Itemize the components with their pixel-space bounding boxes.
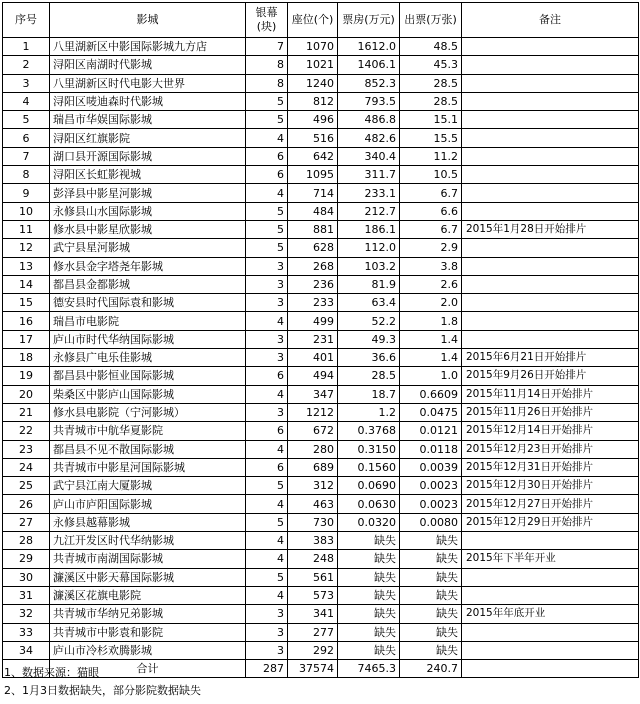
- cell-seats: 341: [288, 605, 338, 623]
- cell-no: 24: [3, 458, 50, 476]
- cell-no: 6: [3, 129, 50, 147]
- cell-seats: 672: [288, 422, 338, 440]
- cell-box-office: 缺失: [338, 586, 400, 604]
- cell-tickets: 10.5: [400, 166, 462, 184]
- table-row: [3, 294, 639, 312]
- cell-name: 瑞昌市华娱国际影城: [50, 111, 246, 129]
- cell-no: 2: [3, 56, 50, 74]
- cell-name: 永修县广电乐佳影城: [50, 349, 246, 367]
- cell-screens: 4: [246, 440, 288, 458]
- cell-no: 17: [3, 330, 50, 348]
- cell-screens: 7: [246, 38, 288, 56]
- cell-no: 22: [3, 422, 50, 440]
- cell-seats: 383: [288, 532, 338, 550]
- table-row: [3, 367, 639, 385]
- cell-screens: 5: [246, 202, 288, 220]
- cell-tickets: 0.0121: [400, 422, 462, 440]
- cell-note: [462, 92, 639, 110]
- cell-screens: 3: [246, 605, 288, 623]
- cell-box-office: 28.5: [338, 367, 400, 385]
- cell-screens: 5: [246, 220, 288, 238]
- cell-note: 2015年下半年开业: [462, 550, 639, 568]
- table-row: [3, 458, 639, 476]
- cell-seats: 268: [288, 257, 338, 275]
- cell-screens: 3: [246, 294, 288, 312]
- cell-seats: 573: [288, 586, 338, 604]
- cell-box-office: 缺失: [338, 623, 400, 641]
- footnote: 2、1月3日数据缺失，部分影院数据缺失: [4, 684, 201, 697]
- cell-note: [462, 147, 639, 165]
- cell-name: 德安县时代国际袁和影城: [50, 294, 246, 312]
- cell-note: [462, 623, 639, 641]
- cell-screens: 4: [246, 312, 288, 330]
- cell-seats: 233: [288, 294, 338, 312]
- cell-name: 浔阳区南湖时代影城: [50, 56, 246, 74]
- cell-screens: 5: [246, 568, 288, 586]
- cell-seats: 812: [288, 92, 338, 110]
- cell-tickets: 0.0039: [400, 458, 462, 476]
- cell-box-office: 0.0320: [338, 513, 400, 531]
- cell-screens: 3: [246, 403, 288, 421]
- cell-note: [462, 166, 639, 184]
- cell-tickets: 15.1: [400, 111, 462, 129]
- cell-seats: 881: [288, 220, 338, 238]
- table-row: [3, 495, 639, 513]
- cell-box-office: 112.0: [338, 239, 400, 257]
- cell-no: 26: [3, 495, 50, 513]
- cell-name: 庐山市冷杉欢腾影城: [50, 641, 246, 659]
- cell-tickets: 15.5: [400, 129, 462, 147]
- cell-box-office: 0.3150: [338, 440, 400, 458]
- cell-seats: 496: [288, 111, 338, 129]
- cell-box-office: 1406.1: [338, 56, 400, 74]
- cell-name: 修水县金字塔尧年影城: [50, 257, 246, 275]
- header-no: 序号: [3, 3, 50, 38]
- table-body: [3, 38, 639, 678]
- table-row: [3, 275, 639, 293]
- cell-no: 15: [3, 294, 50, 312]
- table-row: [3, 403, 639, 421]
- cell-screens: 4: [246, 586, 288, 604]
- cell-screens: 5: [246, 477, 288, 495]
- cell-tickets: 2.0: [400, 294, 462, 312]
- cell-name: 庐山市时代华纳国际影城: [50, 330, 246, 348]
- cell-box-office: 18.7: [338, 385, 400, 403]
- cell-note: [462, 312, 639, 330]
- cell-tickets: 48.5: [400, 38, 462, 56]
- cell-no: 8: [3, 166, 50, 184]
- cell-tickets: 缺失: [400, 532, 462, 550]
- cell-tickets: 0.6609: [400, 385, 462, 403]
- cell-no: 20: [3, 385, 50, 403]
- table-row: [3, 92, 639, 110]
- cell-note: [462, 56, 639, 74]
- cell-tickets: 缺失: [400, 568, 462, 586]
- cell-box-office: 缺失: [338, 641, 400, 659]
- cell-tickets: 0.0118: [400, 440, 462, 458]
- cell-box-office: 36.6: [338, 349, 400, 367]
- cell-tickets: 缺失: [400, 641, 462, 659]
- cell-seats: 714: [288, 184, 338, 202]
- cell-note: 2015年12月30日开始排片: [462, 477, 639, 495]
- table-row: [3, 147, 639, 165]
- cell-tickets: 2.9: [400, 239, 462, 257]
- cell-seats: 37574: [288, 660, 338, 678]
- table-row: [3, 513, 639, 531]
- cell-name: 合计: [50, 660, 246, 678]
- cell-box-office: 0.0690: [338, 477, 400, 495]
- cell-tickets: 缺失: [400, 586, 462, 604]
- cell-screens: 3: [246, 641, 288, 659]
- cell-note: [462, 660, 639, 678]
- cell-no: 19: [3, 367, 50, 385]
- cell-tickets: 缺失: [400, 605, 462, 623]
- cell-screens: 5: [246, 111, 288, 129]
- cell-no: 25: [3, 477, 50, 495]
- cell-box-office: 缺失: [338, 605, 400, 623]
- header-note: 备注: [462, 3, 639, 38]
- cell-tickets: 6.7: [400, 220, 462, 238]
- cell-tickets: 1.8: [400, 312, 462, 330]
- table-row: [3, 257, 639, 275]
- table-row: [3, 586, 639, 604]
- cell-no: 13: [3, 257, 50, 275]
- cell-no: 3: [3, 74, 50, 92]
- cell-seats: 1240: [288, 74, 338, 92]
- cell-tickets: 0.0475: [400, 403, 462, 421]
- cell-note: 2015年年底开业: [462, 605, 639, 623]
- table-row: [3, 623, 639, 641]
- cell-note: [462, 641, 639, 659]
- cell-seats: 347: [288, 385, 338, 403]
- cell-seats: 484: [288, 202, 338, 220]
- cell-screens: 6: [246, 166, 288, 184]
- cell-tickets: 28.5: [400, 92, 462, 110]
- table-row: [3, 550, 639, 568]
- cell-screens: 4: [246, 495, 288, 513]
- cell-name: 共青城市中影袁和影院: [50, 623, 246, 641]
- table-row: [3, 38, 639, 56]
- cell-name: 都昌县不见不散国际影城: [50, 440, 246, 458]
- table-row: [3, 568, 639, 586]
- cell-name: 湖口县开源国际影城: [50, 147, 246, 165]
- cell-note: 2015年11月14日开始排片: [462, 385, 639, 403]
- cell-seats: 401: [288, 349, 338, 367]
- cell-seats: 312: [288, 477, 338, 495]
- table-row: [3, 532, 639, 550]
- cell-note: [462, 184, 639, 202]
- cell-note: [462, 129, 639, 147]
- cell-no: 4: [3, 92, 50, 110]
- cell-name: 九江开发区时代华纳影城: [50, 532, 246, 550]
- cell-box-office: 103.2: [338, 257, 400, 275]
- cell-no: 14: [3, 275, 50, 293]
- table-row: [3, 56, 639, 74]
- cell-note: [462, 532, 639, 550]
- cell-seats: 730: [288, 513, 338, 531]
- cell-name: 都昌县中影恒业国际影城: [50, 367, 246, 385]
- cell-name: 共青城市华纳兄弟影城: [50, 605, 246, 623]
- header-tickets: 出票(万张): [400, 3, 462, 38]
- cell-no: 23: [3, 440, 50, 458]
- header-row: [3, 3, 639, 38]
- cell-no: 9: [3, 184, 50, 202]
- cell-name: 彭泽县中影星河影城: [50, 184, 246, 202]
- cell-box-office: 缺失: [338, 550, 400, 568]
- cell-tickets: 3.8: [400, 257, 462, 275]
- cell-note: [462, 202, 639, 220]
- table-row: [3, 74, 639, 92]
- cell-note: [462, 111, 639, 129]
- cell-screens: 6: [246, 458, 288, 476]
- cell-no: 34: [3, 641, 50, 659]
- cell-name: 八里湖新区时代电影大世界: [50, 74, 246, 92]
- cell-screens: 4: [246, 184, 288, 202]
- cell-screens: 4: [246, 129, 288, 147]
- cell-note: [462, 294, 639, 312]
- cell-screens: 5: [246, 92, 288, 110]
- cell-tickets: 240.7: [400, 660, 462, 678]
- cell-screens: 5: [246, 513, 288, 531]
- cell-name: 柴桑区中影庐山国际影城: [50, 385, 246, 403]
- table-row: [3, 385, 639, 403]
- cell-box-office: 49.3: [338, 330, 400, 348]
- cell-no: 11: [3, 220, 50, 238]
- cell-tickets: 1.0: [400, 367, 462, 385]
- cell-name: 修水县电影院（宁河影城）: [50, 403, 246, 421]
- cell-note: 2015年1月28日开始排片: [462, 220, 639, 238]
- cell-no: 28: [3, 532, 50, 550]
- cell-tickets: 45.3: [400, 56, 462, 74]
- cell-box-office: 52.2: [338, 312, 400, 330]
- cell-tickets: 28.5: [400, 74, 462, 92]
- cell-screens: 3: [246, 349, 288, 367]
- cell-screens: 3: [246, 623, 288, 641]
- cell-note: 2015年12月27日开始排片: [462, 495, 639, 513]
- cell-box-office: 63.4: [338, 294, 400, 312]
- cell-note: [462, 74, 639, 92]
- cell-no: 31: [3, 586, 50, 604]
- table-row: [3, 202, 639, 220]
- cell-screens: 3: [246, 257, 288, 275]
- cell-box-office: 81.9: [338, 275, 400, 293]
- cell-no: 30: [3, 568, 50, 586]
- cell-name: 瑞昌市电影院: [50, 312, 246, 330]
- cell-name: 永修县山水国际影城: [50, 202, 246, 220]
- table-row: [3, 349, 639, 367]
- cell-no: 33: [3, 623, 50, 641]
- cell-box-office: 233.1: [338, 184, 400, 202]
- cell-name: 都昌县金都影城: [50, 275, 246, 293]
- cell-screens: 4: [246, 385, 288, 403]
- cell-note: 2015年9月26日开始排片: [462, 367, 639, 385]
- cell-box-office: 212.7: [338, 202, 400, 220]
- cell-screens: 8: [246, 74, 288, 92]
- cell-note: [462, 257, 639, 275]
- cell-tickets: 2.6: [400, 275, 462, 293]
- cell-tickets: 6.7: [400, 184, 462, 202]
- cell-tickets: 0.0023: [400, 495, 462, 513]
- table-row: [3, 184, 639, 202]
- cell-screens: 3: [246, 330, 288, 348]
- cell-name: 濂溪区中影天幕国际影城: [50, 568, 246, 586]
- cell-screens: 4: [246, 532, 288, 550]
- cell-name: 庐山市庐阳国际影城: [50, 495, 246, 513]
- cell-box-office: 793.5: [338, 92, 400, 110]
- cell-no: 32: [3, 605, 50, 623]
- cell-tickets: 缺失: [400, 623, 462, 641]
- cell-note: 2015年11月26日开始排片: [462, 403, 639, 421]
- cell-note: 2015年12月29日开始排片: [462, 513, 639, 531]
- cell-box-office: 311.7: [338, 166, 400, 184]
- cell-seats: 292: [288, 641, 338, 659]
- cell-box-office: 186.1: [338, 220, 400, 238]
- cell-screens: 8: [246, 56, 288, 74]
- table-row: [3, 312, 639, 330]
- cell-seats: 280: [288, 440, 338, 458]
- cell-box-office: 486.8: [338, 111, 400, 129]
- cell-name: 濂溪区花旗电影院: [50, 586, 246, 604]
- cell-tickets: 缺失: [400, 550, 462, 568]
- cell-box-office: 1612.0: [338, 38, 400, 56]
- cell-note: 2015年6月21日开始排片: [462, 349, 639, 367]
- cell-no: 1: [3, 38, 50, 56]
- cell-name: 八里湖新区中影国际影城九方店: [50, 38, 246, 56]
- cell-name: 浔阳区红旗影院: [50, 129, 246, 147]
- cell-no: 16: [3, 312, 50, 330]
- table-row: [3, 605, 639, 623]
- cell-seats: 1070: [288, 38, 338, 56]
- cell-seats: 628: [288, 239, 338, 257]
- cell-name: 浔阳区唛迪森时代影城: [50, 92, 246, 110]
- cell-tickets: 0.0023: [400, 477, 462, 495]
- cell-note: [462, 239, 639, 257]
- cell-box-office: 缺失: [338, 568, 400, 586]
- cell-seats: 494: [288, 367, 338, 385]
- cell-seats: 516: [288, 129, 338, 147]
- table-row: [3, 477, 639, 495]
- cell-tickets: 1.4: [400, 330, 462, 348]
- footnotes: [4, 664, 201, 700]
- cell-seats: 642: [288, 147, 338, 165]
- table-row: [3, 129, 639, 147]
- cell-note: [462, 568, 639, 586]
- table-row: [3, 239, 639, 257]
- cell-tickets: 6.6: [400, 202, 462, 220]
- cell-screens: 4: [246, 550, 288, 568]
- cell-note: [462, 330, 639, 348]
- cell-no: 29: [3, 550, 50, 568]
- cell-seats: 236: [288, 275, 338, 293]
- cell-note: [462, 38, 639, 56]
- cell-name: 永修县越幕影城: [50, 513, 246, 531]
- cell-name: 武宁县江南大厦影城: [50, 477, 246, 495]
- cell-name: 共青城市中航华夏影院: [50, 422, 246, 440]
- cell-box-office: 7465.3: [338, 660, 400, 678]
- cell-no: 10: [3, 202, 50, 220]
- cell-seats: 499: [288, 312, 338, 330]
- cell-seats: 1212: [288, 403, 338, 421]
- table-row: [3, 440, 639, 458]
- cell-box-office: 0.0630: [338, 495, 400, 513]
- table-row: [3, 220, 639, 238]
- cell-screens: 5: [246, 239, 288, 257]
- box-office-table: [2, 2, 639, 678]
- table-row: [3, 111, 639, 129]
- cell-seats: 248: [288, 550, 338, 568]
- cell-no: 7: [3, 147, 50, 165]
- cell-no: 18: [3, 349, 50, 367]
- cell-tickets: 11.2: [400, 147, 462, 165]
- cell-note: 2015年12月14日开始排片: [462, 422, 639, 440]
- cell-box-office: 0.1560: [338, 458, 400, 476]
- table-row: [3, 641, 639, 659]
- table-row: [3, 422, 639, 440]
- cell-box-office: 0.3768: [338, 422, 400, 440]
- cell-name: 共青城市南湖国际影城: [50, 550, 246, 568]
- cell-seats: 561: [288, 568, 338, 586]
- cell-no: 5: [3, 111, 50, 129]
- cell-seats: 1095: [288, 166, 338, 184]
- cell-screens: 6: [246, 367, 288, 385]
- cell-no: 12: [3, 239, 50, 257]
- table-row: [3, 166, 639, 184]
- header-name: 影城: [50, 3, 246, 38]
- cell-screens: 287: [246, 660, 288, 678]
- header-screens: 银幕(块): [246, 3, 288, 38]
- cell-note: [462, 275, 639, 293]
- cell-name: 共青城市中影星河国际影城: [50, 458, 246, 476]
- header-box-office: 票房(万元): [338, 3, 400, 38]
- cell-note: 2015年12月23日开始排片: [462, 440, 639, 458]
- cell-seats: 1021: [288, 56, 338, 74]
- cell-seats: 689: [288, 458, 338, 476]
- cell-box-office: 482.6: [338, 129, 400, 147]
- cell-screens: 3: [246, 275, 288, 293]
- footnote: 1、数据来源：猫眼: [4, 666, 99, 679]
- cell-name: 浔阳区长虹影视城: [50, 166, 246, 184]
- cell-tickets: 1.4: [400, 349, 462, 367]
- cell-no: 21: [3, 403, 50, 421]
- cell-box-office: 340.4: [338, 147, 400, 165]
- cell-box-office: 1.2: [338, 403, 400, 421]
- header-seats: 座位(个): [288, 3, 338, 38]
- table-row: [3, 330, 639, 348]
- cell-seats: 277: [288, 623, 338, 641]
- cell-screens: 6: [246, 147, 288, 165]
- cell-note: [462, 586, 639, 604]
- cell-note: 2015年12月31日开始排片: [462, 458, 639, 476]
- cell-no: 27: [3, 513, 50, 531]
- cell-screens: 6: [246, 422, 288, 440]
- cell-seats: 463: [288, 495, 338, 513]
- cell-box-office: 缺失: [338, 532, 400, 550]
- cell-name: 修水县中影星欣影城: [50, 220, 246, 238]
- cell-tickets: 0.0080: [400, 513, 462, 531]
- cell-name: 武宁县星河影城: [50, 239, 246, 257]
- cell-box-office: 852.3: [338, 74, 400, 92]
- cell-seats: 231: [288, 330, 338, 348]
